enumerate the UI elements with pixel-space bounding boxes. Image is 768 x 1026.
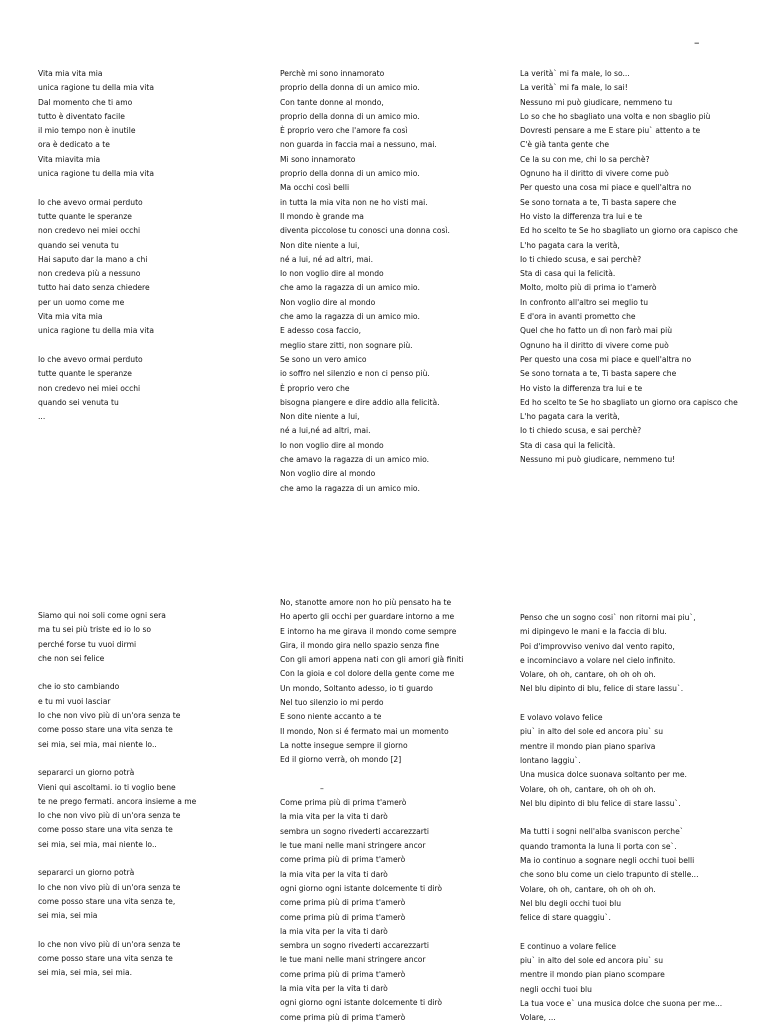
- lyric-line: Il mondo, Non si é fermato mai un momento: [280, 726, 449, 736]
- lyric-line: come posso stare una vita senza te,: [38, 896, 176, 906]
- lyric-line: come prima più di prima t'amerò: [280, 1012, 406, 1022]
- lyric-line: ma tu sei più triste ed io lo so: [38, 625, 152, 635]
- lyric-line: come prima più di prima t'amerò: [280, 912, 406, 922]
- lyric-line: tutto hai dato senza chiedere: [38, 283, 150, 293]
- lyric-line: Nel blu degli occhi tuoi blu: [520, 898, 622, 908]
- stanza-gap: [38, 339, 154, 353]
- lyric-line: Vita mia vita mia: [38, 312, 103, 322]
- lyric-line: Ognuno ha il diritto di vivere come può: [520, 169, 669, 179]
- lyric-line: Io non voglio dire al mondo: [280, 269, 384, 279]
- lyric-line: Nel blu dipinto di blu felice di stare lassu`.: [520, 798, 681, 808]
- lyric-line: Con gli amori appena nati con gli amori già finiti: [280, 655, 464, 665]
- stanza-gap: [38, 752, 196, 766]
- lyric-line: negli occhi tuoi blu: [520, 984, 592, 994]
- lyric-line: ...: [38, 412, 46, 422]
- lyric-line: proprio della donna di un amico mio.: [280, 169, 420, 179]
- lyric-line: piu` in alto del sole ed ancora piu` su: [520, 956, 664, 966]
- lyric-line: Se sono tornata a te, Ti basta sapere che: [520, 197, 677, 207]
- lyric-line: sei mia, sei mia, sei mia.: [38, 968, 133, 978]
- lyric-line: Nessuno mi può giudicare, nemmeno tu: [520, 97, 673, 107]
- lyric-line: Quel che ho fatto un dì non farò mai più: [520, 326, 673, 336]
- lyric-line: per un uomo come me: [38, 297, 125, 307]
- lyric-line: che amo la ragazza di un amico mio.: [280, 283, 420, 293]
- lyric-line: Lo so che ho sbagliato una volta e non sbaglio più: [520, 111, 711, 121]
- lyric-line: L'ho pagata cara la verità,: [520, 240, 620, 250]
- lyric-line: Io che non vivo più di un'ora senza te: [38, 882, 181, 892]
- lyric-line: Volare, oh oh, cantare, oh oh oh oh.: [520, 670, 656, 680]
- lyrics-column-top-3: [520, 67, 738, 467]
- lyric-line: Con la gioia e col dolore della gente come me: [280, 669, 455, 679]
- lyric-line: Nessuno mi può giudicare, nemmeno tu!: [520, 455, 676, 465]
- lyric-line: come prima più di prima t'amerò: [280, 855, 406, 865]
- lyric-line: Io ti chiedo scusa, e sai perchè?: [520, 254, 642, 264]
- lyric-line: che amo la ragazza di un amico mio.: [280, 312, 420, 322]
- lyric-line: io soffro nel silenzio e non ci penso più.: [280, 369, 430, 379]
- lyrics-column-top-2: [280, 67, 450, 496]
- lyric-line: unica ragione tu della mia vita: [38, 169, 155, 179]
- lyric-line: piu` in alto del sole ed ancora piu` su: [520, 727, 664, 737]
- lyric-line: sembra un sogno rivederti accarezzarti: [280, 826, 430, 836]
- lyric-line: sei mia, sei mia, mai niente lo..: [38, 839, 157, 849]
- lyric-line: Per questo una cosa mi piace e quell'altra no: [520, 354, 692, 364]
- lyric-line: separarci un giorno potrà: [38, 768, 135, 778]
- lyric-line: unica ragione tu della mia vita: [38, 326, 155, 336]
- lyric-line: sei mia, sei mia, mai niente lo..: [38, 739, 157, 749]
- lyric-line: Ho visto la differenza tra lui e te: [520, 383, 643, 393]
- lyric-line: Se sono tornata a te, Ti basta sapere che: [520, 369, 677, 379]
- lyric-line: C'è già tanta gente che: [520, 140, 609, 150]
- lyric-line: Dovresti pensare a me E stare piu` attento a te: [520, 126, 701, 136]
- lyric-line: Volare, ...: [520, 1013, 556, 1023]
- lyric-line: Per questo una cosa mi piace e quell'altra no: [520, 183, 692, 193]
- lyric-line: Ce la su con me, chi lo sa perchè?: [520, 154, 650, 164]
- lyric-line: proprio della donna di un amico mio.: [280, 111, 420, 121]
- lyric-line: la mia vita per la vita ti darò: [280, 869, 388, 879]
- stanza-gap: [280, 768, 463, 782]
- lyric-line: Molto, molto più di prima io t'amerò: [520, 283, 657, 293]
- lyric-line: Dal momento che ti amo: [38, 97, 133, 107]
- page-mark: –: [694, 36, 700, 49]
- lyric-line: che io sto cambiando: [38, 682, 120, 692]
- lyric-line: Non dite niente a lui,: [280, 412, 360, 422]
- lyric-line: Ho aperto gli occhi per guardare intorno a me: [280, 612, 455, 622]
- lyric-line: che non sei felice: [38, 653, 105, 663]
- lyric-line: mi dipingevo le mani e la faccia di blu.: [520, 627, 667, 637]
- lyric-line: Ed il giorno verrà, oh mondo [2]: [280, 755, 402, 765]
- lyric-line: Ma io continuo a sognare negli occhi tuoi belli: [520, 856, 695, 866]
- lyric-line: tutto è diventato facile: [38, 111, 125, 121]
- lyric-line: la mia vita per la vita ti darò: [280, 812, 388, 822]
- lyric-line: Io che avevo ormai perduto: [38, 197, 143, 207]
- lyric-line: in tutta la mia vita non ne ho visti mai.: [280, 197, 428, 207]
- lyric-line: che amo la ragazza di un amico mio.: [280, 483, 420, 493]
- lyric-line: Il mondo è grande ma: [280, 211, 364, 221]
- lyric-line: Una musica dolce suonava soltanto per me.: [520, 770, 687, 780]
- lyric-line: La verità` mi fa male, lo sai!: [520, 83, 628, 93]
- lyric-line: la mia vita per la vita ti darò: [280, 926, 388, 936]
- lyric-line: Ed ho scelto te Se ho sbagliato un giorno ora capisco che: [520, 226, 738, 236]
- lyric-line: La tua voce e` una musica dolce che suona per me...: [520, 999, 723, 1009]
- lyrics-column-bottom-1: [38, 609, 196, 981]
- lyric-line: che amavo la ragazza di un amico mio.: [280, 455, 430, 465]
- lyric-line: sei mia, sei mia: [38, 911, 98, 921]
- lyric-line: No, stanotte amore non ho più pensato ha te: [280, 598, 452, 607]
- lyric-line: Siamo qui noi soli come ogni sera: [38, 611, 166, 620]
- stanza-gap: [38, 852, 196, 866]
- lyrics-column-top-1: [38, 67, 154, 424]
- lyric-line: tutte quante le speranze: [38, 211, 132, 221]
- lyric-line: Volare, oh oh, cantare, oh oh oh oh.: [520, 784, 656, 794]
- lyric-line: diventa piccolose tu conosci una donna così.: [280, 226, 450, 236]
- lyric-line: non guarda in faccia mai a nessuno, mai.: [280, 140, 437, 150]
- lyric-line: meglio stare zitti, non sognare più.: [280, 340, 413, 350]
- lyric-line: Volare, oh oh, cantare, oh oh oh oh.: [520, 884, 656, 894]
- lyric-line: come prima più di prima t'amerò: [280, 969, 406, 979]
- lyric-line: E intorno ha me girava il mondo come sempre: [280, 626, 457, 636]
- lyric-line: Non voglio dire al mondo: [280, 469, 376, 479]
- lyric-line: separarci un giorno potrà: [38, 868, 135, 878]
- lyric-line: te ne prego fermati. ancora insieme a me: [38, 796, 197, 806]
- lyric-line: ogni giorno ogni istante dolcemente ti dirò: [280, 883, 443, 893]
- lyric-line: Poi d'improvviso venivo dal vento rapito,: [520, 641, 675, 651]
- lyric-line: non credevo nei miei occhi: [38, 226, 141, 236]
- lyric-line: È proprio vero che l'amore fa così: [280, 126, 408, 136]
- lyric-line: non credeva più a nessuno: [38, 269, 141, 279]
- lyric-line: Non dite niente a lui,: [280, 240, 360, 250]
- lyric-line: le tue mani nelle mani stringere ancor: [280, 841, 426, 851]
- lyric-line: come prima più di prima t'amerò: [280, 898, 406, 908]
- lyric-line: e incominciavo a volare nel cielo infinito.: [520, 655, 676, 665]
- lyric-line: Io che non vivo più di un'ora senza te: [38, 811, 181, 821]
- lyric-line: Ognuno ha il diritto di vivere come può: [520, 340, 669, 350]
- lyric-line: mentre il mondo pian piano spariva: [520, 741, 656, 751]
- lyric-line: bisogna piangere e dire addio alla felicità.: [280, 397, 440, 407]
- lyric-line: Sta di casa qui la felicità.: [520, 269, 616, 279]
- lyric-line: Come prima più di prima t'amerò: [280, 798, 407, 808]
- lyric-line: Ma occhi così belli: [280, 183, 350, 193]
- stanza-gap: [520, 811, 722, 825]
- lyric-line: ogni giorno ogni istante dolcemente ti dirò: [280, 998, 443, 1008]
- lyric-line: Vita miavita mia: [38, 154, 101, 164]
- lyric-line: quando tramonta la luna li porta con se`.: [520, 841, 677, 851]
- lyric-line: E volavo volavo felice: [520, 713, 603, 723]
- lyric-line: Se sono un vero amico: [280, 354, 367, 364]
- lyric-line: Io che non vivo più di un'ora senza te: [38, 939, 181, 949]
- lyric-line: E d'ora in avanti prometto che: [520, 312, 636, 322]
- lyric-line: felice di stare quaggiu`.: [520, 913, 611, 923]
- lyric-line: Nel blu dipinto di blu, felice di stare lassu`.: [520, 684, 684, 694]
- stanza-gap: [520, 697, 722, 711]
- lyric-line: come posso stare una vita senza te: [38, 825, 173, 835]
- lyric-line: proprio della donna di un amico mio.: [280, 83, 420, 93]
- lyric-line: È proprio vero che: [280, 383, 350, 393]
- lyric-line: Mi sono innamorato: [280, 154, 356, 164]
- lyric-line: Perchè mi sono innamorato: [280, 69, 385, 78]
- lyric-line: E continuo a volare felice: [520, 941, 617, 951]
- lyric-line: come posso stare una vita senza te: [38, 954, 173, 964]
- lyric-line: E adesso cosa faccio,: [280, 326, 362, 336]
- lyric-line: Io non voglio dire al mondo: [280, 440, 384, 450]
- lyric-line: Vieni qui ascoltami. io ti voglio bene: [38, 782, 176, 792]
- lyric-line: Penso che un sogno cosi` non ritorni mai piu`,: [520, 613, 696, 622]
- lyric-line: che sono blu come un cielo trapunto di stelle...: [520, 870, 699, 880]
- lyric-line: La notte insegue sempre il giorno: [280, 740, 408, 750]
- lyric-line: né a lui, né ad altri, mai.: [280, 254, 373, 264]
- lyric-line: In confronto all'altro sei meglio tu: [520, 297, 649, 307]
- lyric-line: Hai saputo dar la mano a chi: [38, 254, 148, 264]
- stanza-gap: [38, 181, 154, 195]
- lyric-line: Ma tutti i sogni nell'alba svaniscon perche`: [520, 827, 684, 837]
- lyric-line: Ed ho scelto te Se ho sbagliato un giorno ora capisco che: [520, 397, 738, 407]
- lyric-line: Non voglio dire al mondo: [280, 297, 376, 307]
- lyric-line: mentre il mondo pian piano scompare: [520, 970, 665, 980]
- lyric-line: E sono niente accanto a te: [280, 712, 382, 722]
- lyric-line: perché forse tu vuoi dirmi: [38, 639, 137, 649]
- lyric-line: le tue mani nelle mani stringere ancor: [280, 955, 426, 965]
- lyric-line: la mia vita per la vita ti darò: [280, 984, 388, 994]
- lyric-line: La verità` mi fa male, lo so...: [520, 69, 630, 78]
- lyric-line: Sta di casa qui la felicità.: [520, 440, 616, 450]
- lyric-line: tutte quante le speranze: [38, 369, 132, 379]
- lyric-line: Nel tuo silenzio io mi perdo: [280, 698, 384, 708]
- lyric-line: Ho visto la differenza tra lui e te: [520, 211, 643, 221]
- lyric-line: e tu mi vuoi lasciar: [38, 696, 111, 706]
- lyric-line: né a lui,né ad altri, mai.: [280, 426, 371, 436]
- lyric-line: Un mondo, Soltanto adesso, io ti guardo: [280, 683, 433, 693]
- lyrics-column-bottom-3: [520, 611, 722, 1026]
- lyric-line: il mio tempo non è inutile: [38, 126, 136, 136]
- lyric-line: non credevo nei miei occhi: [38, 383, 141, 393]
- lyric-line: Vita mia vita mia: [38, 69, 103, 78]
- lyric-line: lontano laggiu`.: [520, 755, 581, 765]
- lyric-line: unica ragione tu della mia vita: [38, 83, 155, 93]
- lyric-line: Con tante donne al mondo,: [280, 97, 384, 107]
- lyric-line: sembra un sogno rivederti accarezzarti: [280, 941, 430, 951]
- lyric-line: L'ho pagata cara la verità,: [520, 412, 620, 422]
- lyric-line: ora è dedicato a te: [38, 140, 110, 150]
- lyrics-column-bottom-2: [280, 596, 463, 1025]
- lyric-line: come posso stare una vita senza te: [38, 725, 173, 735]
- stanza-gap: [520, 926, 722, 940]
- stanza-gap: [38, 666, 196, 680]
- lyric-line: quando sei venuta tu: [38, 397, 119, 407]
- lyric-line: Gira, il mondo gira nello spazio senza fine: [280, 640, 440, 650]
- stanza-gap: [38, 924, 196, 938]
- lyric-line: quando sei venuta tu: [38, 240, 119, 250]
- lyric-line: Io che avevo ormai perduto: [38, 354, 143, 364]
- lyric-line: Io che non vivo più di un'ora senza te: [38, 711, 181, 721]
- song-separator: –: [320, 783, 324, 793]
- lyric-line: Io ti chiedo scusa, e sai perchè?: [520, 426, 642, 436]
